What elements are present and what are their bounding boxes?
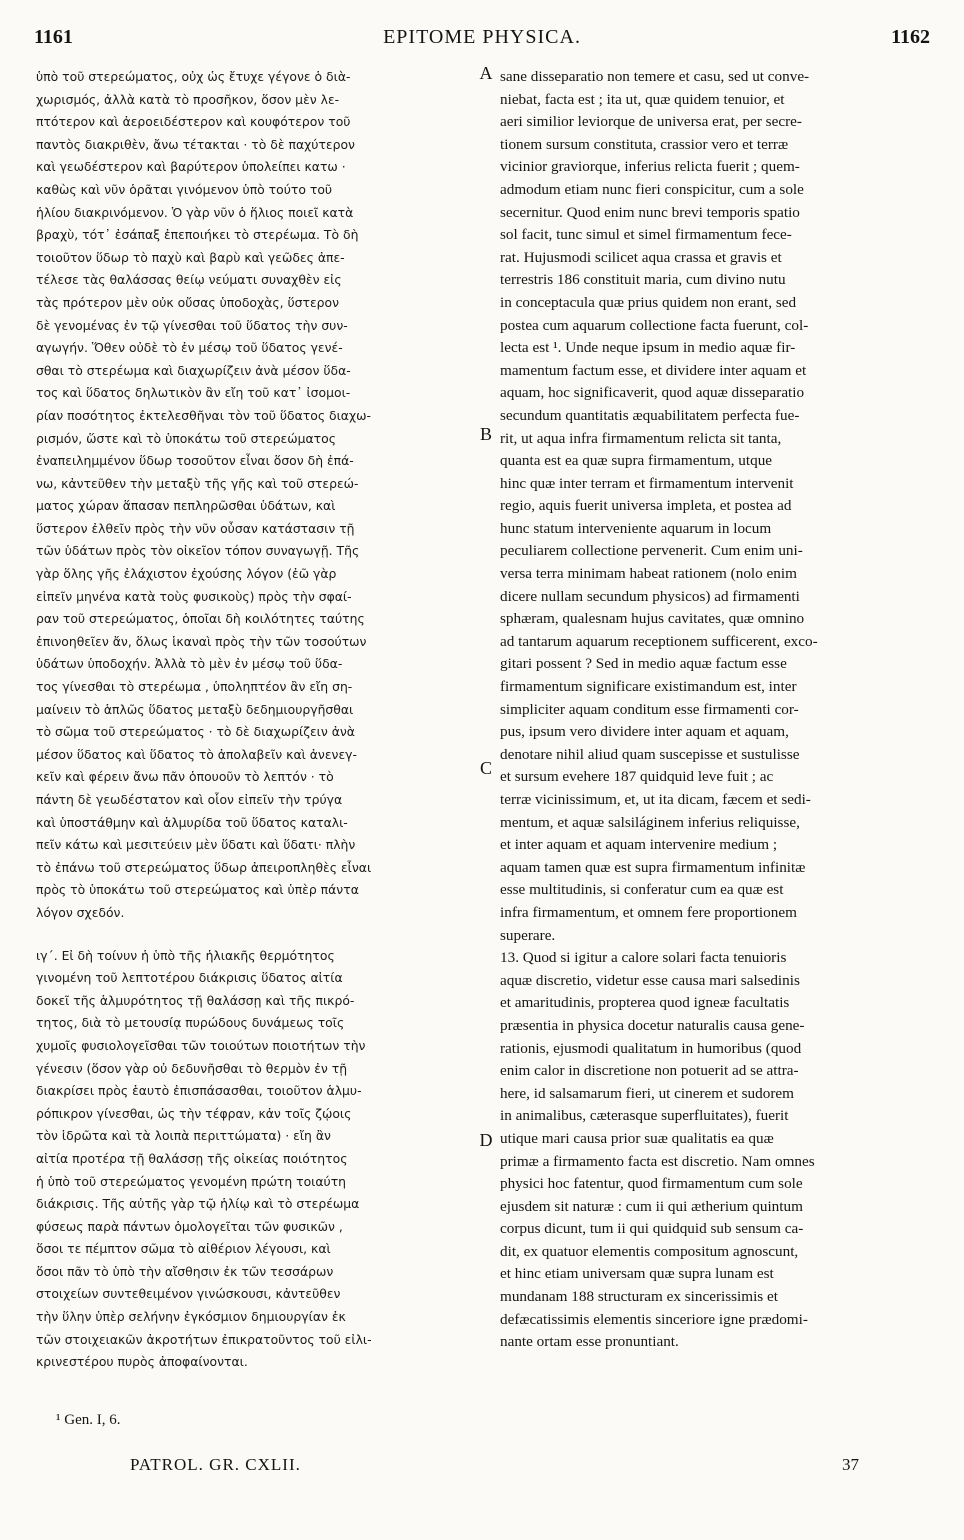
greek-text-line: τέλεσε τὰς θαλάσσας θείῳ νεύματι συναχθὲν εἰς xyxy=(36,272,342,288)
section-marker-b: B xyxy=(479,424,492,444)
latin-text-line: sol facit, tunc simul et simel firmamentum fece- xyxy=(500,226,792,244)
latin-text-line: aquam, hoc significaverit, quod aquæ disseparatio xyxy=(500,384,805,402)
greek-text-line: ιγ΄. Εἰ δὴ τοίνυν ἡ ὑπὸ τῆς ἡλιακῆς θερμότητος xyxy=(36,947,335,963)
greek-text-line: τῶν ὑδάτων πρὸς τὸν οἰκεῖον τόπον συναγωγῇ. Τῆς xyxy=(36,543,360,559)
greek-text-line: ρόπικρον γίνεσθαι, ὡς τὴν τέφραν, κἀν τοῖς ζῴοις xyxy=(36,1105,352,1121)
greek-text-line: γινομένη τοῦ λεπτοτέρου διάκρισις ὕδατος αἰτία xyxy=(36,970,343,986)
latin-text-line: admodum etiam nunc fieri conspicitur, cum a sole xyxy=(500,180,804,198)
latin-text-line: et inter aquam et aquam intervenire medium ; xyxy=(500,836,778,854)
greek-text-line: ὅσοι τε πέμπτον σῶμα τὸ αἰθέριον λέγουσι, καὶ xyxy=(36,1241,331,1257)
latin-text-line: nante ortam esse pronuntiant. xyxy=(500,1333,679,1351)
greek-text-line: αγωγήν. Ὅθεν οὐδὲ τὸ ἐν μέσῳ τοῦ ὕδατος γενέ- xyxy=(36,340,343,356)
greek-text-line: ὕστερον ἐλθεῖν πρὸς τὴν νῦν οὖσαν κατάστασιν τῇ xyxy=(36,520,355,536)
greek-text-line: τοιοῦτον ὕδωρ τὸ παχὺ καὶ βαρὺ καὶ γεῶδες ἀπε- xyxy=(36,249,345,265)
latin-text-line: denotare nihil aliud quam suscepisse et sustulisse xyxy=(500,745,800,763)
latin-text-line: rit, ut aqua infra firmamentum relicta sit tanta, xyxy=(500,429,782,447)
greek-text-line: ὅσοι πᾶν τὸ ὑπὸ τὴν αἴσθησιν ἐκ τῶν τεσσάρων xyxy=(36,1263,334,1279)
latin-text-line: aeri similior leviorque de universa erat, per secre- xyxy=(500,113,802,131)
latin-text-line: hinc quæ inter terram et firmamentum intervenit xyxy=(500,474,794,492)
greek-text-line: τῶν στοιχειακῶν ἀκροτήτων ἐπικρατοῦντος τοῦ εἰλι- xyxy=(36,1331,372,1347)
greek-text-line: πάντη δὲ γεωδέστατον καὶ οἷον εἰπεῖν τὴν τρύγα xyxy=(36,792,343,807)
greek-text-line: λόγον σχεδόν. xyxy=(36,904,125,920)
greek-text-line: ρίαν ποσότητος ἐκτελεσθῆναι τὸν τοῦ ὕδατος διαχω- xyxy=(36,407,371,423)
greek-text-column xyxy=(36,66,474,1374)
latin-text-line: ad tantarum aquarum receptionem sufficerent, exco- xyxy=(500,632,818,650)
greek-text-line: τὸ ἐπάνω τοῦ στερεώματος ὕδωρ ἀπειροπληθὲς εἶναι xyxy=(36,859,372,875)
latin-text-line: firmamentum significare existimandum est, inter xyxy=(500,678,797,696)
latin-text-line: utique mari causa prior suæ qualitatis ea quæ xyxy=(500,1129,774,1147)
section-marker-a: A xyxy=(479,63,493,83)
latin-text-line: versa terra minimam habeat rationem (nolo enim xyxy=(500,565,797,583)
greek-text-line: τος καὶ ὕδατος δηλωτικὸν ἂν εἴη τοῦ κατ᾽ ἰσομοι- xyxy=(36,385,351,401)
greek-text-line: μέσον ὕδατος καὶ ὕδατος τὸ ἀπολαβεῖν καὶ ἀνενεγ- xyxy=(36,746,357,762)
greek-text-line: ὑπὸ τοῦ στερεώματος, οὐχ ὡς ἔτυχε γέγονε ὁ διὰ- xyxy=(36,69,351,84)
latin-text-line: hunc statum intervenientе aquarum in locum xyxy=(500,519,772,537)
greek-text-line: ματος χώραν ἅπασαν πεπληρῶσθαι ὑδάτων, καὶ xyxy=(36,498,336,514)
latin-text-line: mamentum factum esse, et dividere inter aquam et xyxy=(500,361,807,379)
latin-text-column xyxy=(500,66,938,1354)
latin-text-line: regio, aquis fuerit universa impleta, et postea ad xyxy=(500,497,792,515)
latin-text-line: sane disseparatio non temere et casu, sed ut conve- xyxy=(500,68,810,85)
greek-text-line: τὰς πρότερον μὲν οὐκ οὔσας ὑποδοχὰς, ὕστερον xyxy=(36,294,340,310)
section-marker-d: D xyxy=(479,1130,493,1150)
greek-text-line: ρισμόν, ὥστε καὶ τὸ ὑποκάτω τοῦ στερεώματος xyxy=(36,430,336,446)
greek-text-line: κρινεστέρου πυρὸς ἀποφαίνονται. xyxy=(36,1354,248,1370)
greek-text-line: τητος, διὰ τὸ μετουσίᾳ πυρώδους δυνάμεως τοῖς xyxy=(36,1015,345,1031)
latin-text-line: lecta est ¹. Unde neque ipsum in medio aquæ fir- xyxy=(500,339,796,357)
latin-text-line: quanta est ea quæ supra firmamentum, utque xyxy=(500,452,773,470)
greek-text-line: πεῖν κάτω καὶ μεσιτεύειν μὲν ὕδατι καὶ ὕδατι· πλὴν xyxy=(36,837,356,853)
greek-text-line: γὰρ ὅλης γῆς ἐλάχιστον ἐχούσης λόγον (ἐῶ γὰρ xyxy=(36,566,337,582)
greek-text-line: μαίνειν τὸ ἁπλῶς ὕδατος μεταξὺ δεδημιουργῆσθαι xyxy=(36,701,354,717)
latin-text-line: in animalibus, cæterasque superfluitates), fuerit xyxy=(500,1107,789,1125)
greek-text-line: ἡ ὑπὸ τοῦ στερεώματος γενομένη πρώτη τοιαύτη xyxy=(36,1173,347,1189)
latin-text-line: esse multitudinis, si conferatur cum ea quæ est xyxy=(500,881,784,899)
greek-text-line: διακρίσει πρὸς ἑαυτὸ ἐπισπάσασθαι, τοιοῦτον ἁλμυ- xyxy=(36,1083,362,1099)
greek-text-line: πρὸς τὸ ὑποκάτω τοῦ στερεώματος καὶ ὑπὲρ πάντα xyxy=(36,882,359,898)
latin-text-line: postea cum aquarum collectione facta fuerunt, col- xyxy=(500,316,809,334)
latin-text-line: dicere nullam secundum physicos) ad firmamenti xyxy=(500,587,800,605)
greek-text-line: νω, κἀντεῦθεν τὴν μεταξὺ τῆς γῆς καὶ τοῦ στερεώ- xyxy=(36,475,359,491)
greek-text-line: χωρισμός, ἀλλὰ κατὰ τὸ προσῆκον, ὅσον μὲν λε- xyxy=(36,91,340,107)
latin-text-line: peculiarem collectione pervenerit. Cum enim uni- xyxy=(500,542,803,560)
latin-text-line: et amaritudinis, propterea quod igneæ facultatis xyxy=(500,994,790,1012)
latin-text-line: sphæram, qualesnam hujus cavitates, quæ omnino xyxy=(500,610,805,628)
footer-source: PATROL. GR. CXLII. xyxy=(130,1455,301,1474)
greek-text-line: τὸν ἱδρῶτα καὶ τὰ λοιπὰ περιττώματα) · εἴη ἂν xyxy=(36,1128,331,1144)
latin-text-line: dit, ex quatuor elementis compositum agnoscunt, xyxy=(500,1242,799,1260)
greek-text-line: ἐπινοηθεῖεν ἄν, ὅλως ἱκαναὶ πρὸς τὴν τῶν τοσούτων xyxy=(36,633,367,649)
latin-text-line: ejusdem sit naturæ : cum ii qui ætherium quintum xyxy=(500,1197,803,1215)
latin-text-line: infra firmamentum, et omnem fere proportionem xyxy=(500,903,797,921)
greek-text-line: τὸ σῶμα τοῦ στερεώματος · τὸ δὲ διαχωρίζειν ἀνὰ xyxy=(36,724,355,740)
greek-text-line: διάκρισις. Τῆς αὐτῆς γὰρ τῷ ἡλίῳ καὶ τὸ στερέωμα xyxy=(36,1196,360,1212)
greek-text-line: γένεσιν (ὅσον γὰρ οὐ δεδυνῆσθαι τὸ θερμὸν ἐν τῇ xyxy=(36,1060,348,1076)
greek-text-line: ἡλίου διακρινόμενον. Ὁ γὰρ νῦν ὁ ἥλιος ποιεῖ κατὰ xyxy=(36,204,354,220)
section-marker-c: C xyxy=(479,758,492,778)
latin-text-line: niebat, facta est ; ita ut, quæ quidem tenuior, et xyxy=(500,90,785,108)
latin-text-line: superare. xyxy=(500,926,556,944)
latin-text-line: enim calor in discretione non potuerit ad se attra- xyxy=(500,1062,799,1080)
latin-text-line: corpus dicunt, tum ii qui quidquid sub sensum ca- xyxy=(500,1220,804,1238)
latin-text-line: pus, ipsum vero dividere inter aquam et aquam, xyxy=(500,723,789,741)
latin-text-line: et hinc etiam universam quæ supra lunam est xyxy=(500,1265,774,1283)
greek-text-line: ραν τοῦ στερεώματος, ὁποῖαι δὴ κοιλότητες ταύτης xyxy=(36,611,365,627)
latin-text-line: 13. Quod si igitur a calore solari facta tenuioris xyxy=(500,949,787,967)
latin-text-line: gitari possent ? Sed in medio aquæ factum esse xyxy=(500,655,787,673)
latin-text-line: aquæ discretio, videtur esse causa mari salsedinis xyxy=(500,971,800,989)
greek-text-line: παντὸς διακριθὲν, ἄνω τέτακται · τὸ δὲ παχύτερον xyxy=(36,136,355,152)
latin-text-line: secernitur. Quod enim nunc brevi temporis spatio xyxy=(500,203,800,221)
greek-text-line: καὶ γεωδέστερον καὶ βαρύτερον ὑπολείπει κατω · xyxy=(36,159,346,175)
latin-text-line: terrestris 186 constituit maria, cum divino nutu xyxy=(500,271,786,289)
latin-text-line: rat. Hujusmodi scilicet aqua crassa et gravis et xyxy=(500,248,782,266)
greek-text-line: καθὼς καὶ νῦν ὁρᾶται γινόμενον ὑπὸ τούτο τοῦ xyxy=(36,181,333,197)
paragraph-gap xyxy=(36,925,474,945)
greek-text-line: ἐναπειλημμένον ὕδωρ τοσοῦτον εἶναι ὅσον δὴ ἐπά- xyxy=(36,453,354,469)
latin-text-line: rationis, ejusmodi qualitatum in humoribus (quod xyxy=(500,1039,802,1057)
greek-text-line: στοιχείων συντεθειμένον γινώσκουσι, κἀντεῦθεν xyxy=(36,1286,341,1302)
running-title: EPITOME PHYSICA. xyxy=(383,26,581,48)
latin-text-line: aquam tamen quæ est supra firmamentum infinitæ xyxy=(500,858,806,876)
greek-text-line: πτότερον καὶ ἀεροειδέστερον καὶ κουφότερον τοῦ xyxy=(36,114,351,130)
latin-text-line: simpliciter aquam conditum esse firmamenti cor- xyxy=(500,700,799,718)
greek-text-line: κεῖν καὶ φέρειν ἄνω πᾶν ὁπουοῦν τὸ λεπτόν · τὸ xyxy=(36,769,334,785)
greek-text-line: τος γίνεσθαι τὸ στερέωμα , ὑποληπτέον ἂν εἴη ση- xyxy=(36,679,353,695)
greek-text-line: καὶ ὑποστάθμην καὶ ἁλμυρίδα τοῦ ὕδατος καταλι- xyxy=(36,814,348,830)
latin-text-line: terræ vicinissimum, et, ut ita dicam, fæcem et sedi- xyxy=(500,791,811,808)
page-header xyxy=(34,26,930,52)
footnote: ¹ Gen. I, 6. xyxy=(56,1412,121,1428)
greek-text-line: δὲ γενομένας ἐν τῷ γίνεσθαι τοῦ ὕδατος τὴν συν- xyxy=(36,317,348,333)
latin-text-line: primæ a firmamento facta est discretio. Nam omnes xyxy=(500,1152,815,1170)
latin-text-line: here, id salsamarum fieri, ut cinerem et sudorem xyxy=(500,1084,794,1102)
right-page-number: 1162 xyxy=(891,26,930,48)
greek-text-line: βραχὺ, τότ᾽ ἐσάπαξ ἐπεποιήκει τὸ στερέωμα. Τὸ δὴ xyxy=(36,227,359,243)
latin-text-line: tionem sursum constituta, crassior vero et terræ xyxy=(500,135,789,153)
latin-text-line: in conceptacula quæ prius quidem non erant, sed xyxy=(500,293,797,311)
left-page-number: 1161 xyxy=(34,26,73,48)
greek-text-line: χυμοῖς φυσιολογεῖσθαι τῶν τοιούτων ποιοτήτων τὴν xyxy=(36,1037,366,1053)
greek-text-line: σθαι τὸ στερέωμα καὶ διαχωρίζειν ἀνὰ μέσον ὕδα- xyxy=(36,362,351,378)
latin-text-line: vicinior graviorque, inferius relicta fuerit ; quem- xyxy=(500,158,800,176)
greek-text-line: ὑδάτων ὑποδοχήν. Ἀλλὰ τὸ μὲν ἐν μέσῳ τοῦ ὕδα- xyxy=(36,656,343,672)
greek-text-line: αἰτία προτέρα τῇ θαλάσσῃ τῆς οἰκείας ποιότητος xyxy=(36,1150,348,1166)
footer-page-number: 37 xyxy=(842,1455,859,1474)
latin-text-line: mentum, et aquæ salsiláginem inferius reliquisse, xyxy=(500,813,800,831)
greek-text-line: δοκεῖ τῆς ἁλμυρότητος τῇ θαλάσσῃ καὶ τῆς πικρό- xyxy=(36,992,355,1008)
latin-text-line: præsentia in physica docetur naturalis causa gene- xyxy=(500,1016,805,1034)
latin-text-line: secundum quantitatis æquabilitatem perfecta fue- xyxy=(500,406,800,424)
latin-text-line: et sursum evehere 187 quidquid leve fuit ; ac xyxy=(500,768,774,786)
greek-text-line: εἰπεῖν μηνένα κατὰ τοὺς φυσικοὺς) πρὸς τὴν σφαί- xyxy=(36,588,352,604)
latin-text-line: mundanam 188 structuram ex sincerissimis et xyxy=(500,1288,778,1306)
latin-text-line: physici hoc fatentur, quod firmamentum cum sole xyxy=(500,1175,803,1193)
greek-text-line: τὴν ὕλην ὑπὲρ σελήνην ἐγκόσμιον δημιουργίαν ἐκ xyxy=(36,1309,346,1325)
greek-text-line: φύσεως παρὰ πάντων ὁμολογεῖται τῶν φυσικῶν , xyxy=(36,1218,343,1234)
latin-text-line: defæcatissimis elementis sinceriore igne prædomi- xyxy=(500,1310,808,1328)
